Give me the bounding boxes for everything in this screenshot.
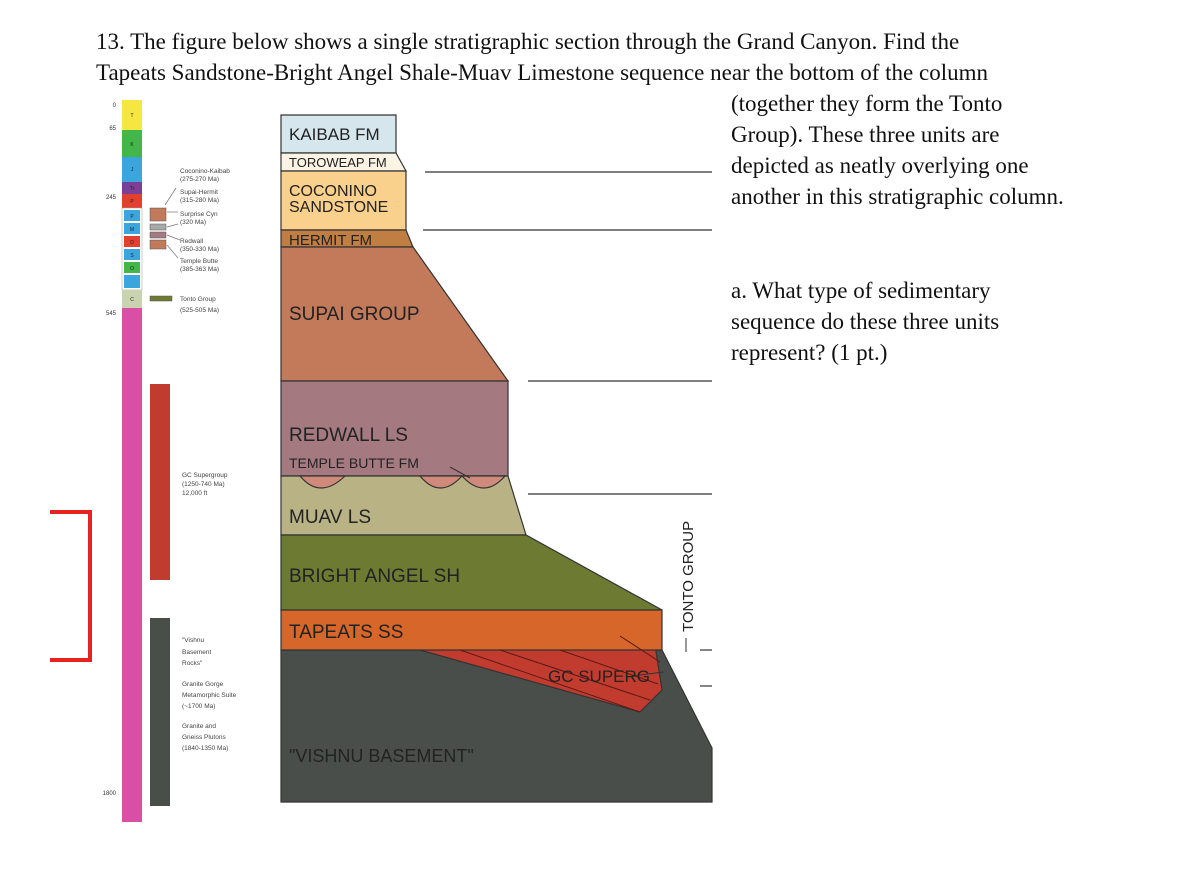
age-label-range: Basement <box>182 649 212 656</box>
period-letter: P <box>130 199 134 205</box>
period-letter: T <box>130 113 134 119</box>
age-label-name: Granite and <box>182 723 216 730</box>
period-letter: J <box>130 167 134 173</box>
age-label-range: (525-505 Ma) <box>180 307 220 314</box>
swatch-tonto <box>150 296 172 301</box>
label-coconino: COCONINO <box>289 183 377 200</box>
period-letter: K <box>130 142 134 148</box>
label-muav: MUAV LS <box>289 507 372 528</box>
label-hermit: HERMIT FM <box>289 232 373 249</box>
period-precambrian <box>122 308 142 822</box>
age-label: 0 <box>112 103 116 109</box>
swatch-surprise <box>150 224 166 230</box>
age-label: 1800 <box>102 791 116 797</box>
age-label-range: (1250-740 Ma) <box>182 481 225 488</box>
age-label-name: Surprise Cyn <box>180 211 218 218</box>
formation-swatches <box>150 208 172 806</box>
question-line-6: another in this stratigraphic column. <box>731 184 1064 209</box>
age-label-extra: Rocks" <box>182 660 203 667</box>
geologic-timescale <box>122 100 142 822</box>
question-line-4: Group). These three units are <box>731 122 1000 147</box>
age-label-range: (275-270 Ma) <box>180 176 220 183</box>
age-label-name: "Vishnu <box>182 637 205 644</box>
age-label: 65 <box>109 126 116 132</box>
age-label-name: Supai-Hermit <box>180 189 218 196</box>
question-line-2: Tapeats Sandstone-Bright Angel Shale-Muav Limestone sequence near the bottom of the column <box>96 60 988 85</box>
period-letter: M <box>129 227 135 233</box>
label-redwall: REDWALL LS <box>289 425 408 446</box>
red-bracket-annotation <box>50 512 90 660</box>
period-letter: Tr <box>129 186 135 192</box>
part-a-line-3: represent? (1 pt.) <box>731 340 888 365</box>
part-a-line-1: a. What type of sedimentary <box>731 278 991 303</box>
label-vishnu: "VISHNU BASEMENT" <box>289 746 474 766</box>
period-ordovician-2 <box>124 275 140 288</box>
age-label-name: Temple Butte <box>180 258 218 265</box>
age-label: 245 <box>105 195 116 201</box>
label-kaibab: KAIBAB FM <box>289 125 380 144</box>
period-letter: D <box>130 240 134 246</box>
age-label-range: Metamorphic Suite <box>182 692 237 699</box>
label-toroweap: TOROWEAP FM <box>289 155 387 170</box>
swatch-temple <box>150 240 166 249</box>
age-label-name: GC Supergroup <box>182 472 228 479</box>
label-leaders <box>165 188 180 258</box>
label-supai: SUPAI GROUP <box>289 304 420 325</box>
part-a-line-2: sequence do these three units <box>731 309 1000 334</box>
period-letter: O <box>130 266 134 272</box>
question-line-1: 13. The figure below shows a single stratigraphic section through the Grand Canyon. Find the <box>96 29 960 54</box>
age-label-name: Coconino-Kaibab <box>180 168 230 175</box>
label-temple-butte: TEMPLE BUTTE FM <box>289 455 419 471</box>
age-label-name: Redwall <box>180 238 204 245</box>
period-letter: P <box>130 214 134 220</box>
age-label-extra: (1840-1350 Ma) <box>182 745 229 752</box>
swatch-supai <box>150 208 166 221</box>
age-label-range: (385-363 Ma) <box>180 266 220 273</box>
age-label-range: (350-330 Ma) <box>180 246 220 253</box>
swatch-vishnu <box>150 618 170 806</box>
age-label-name: Granite Gorge <box>182 681 224 688</box>
age-label-name: Tonto Group <box>180 296 216 303</box>
period-letter: S <box>130 253 134 259</box>
swatch-redwall <box>150 232 166 238</box>
swatch-gc-supergroup <box>150 384 170 580</box>
period-letter: C <box>130 297 134 303</box>
label-tapeats: TAPEATS SS <box>289 622 404 643</box>
age-label-range: (320 Ma) <box>180 219 207 226</box>
age-label-range: (315-280 Ma) <box>180 197 220 204</box>
age-label: 545 <box>105 311 116 317</box>
label-gc-superg: GC SUPERG <box>548 667 651 686</box>
question-line-3: (together they form the Tonto <box>731 91 1003 116</box>
age-label-range: Gneiss Plutons <box>182 734 226 741</box>
timescale-ages <box>103 103 117 797</box>
age-label-extra: 12,000 ft <box>182 490 208 497</box>
age-label-extra: (~1700 Ma) <box>182 703 216 710</box>
tonto-group-label: TONTO GROUP <box>680 520 697 632</box>
label-bright-angel: BRIGHT ANGEL SH <box>289 566 461 587</box>
question-line-5: depicted as neatly overlying one <box>731 153 1029 178</box>
label-sandstone: SANDSTONE <box>289 199 389 216</box>
